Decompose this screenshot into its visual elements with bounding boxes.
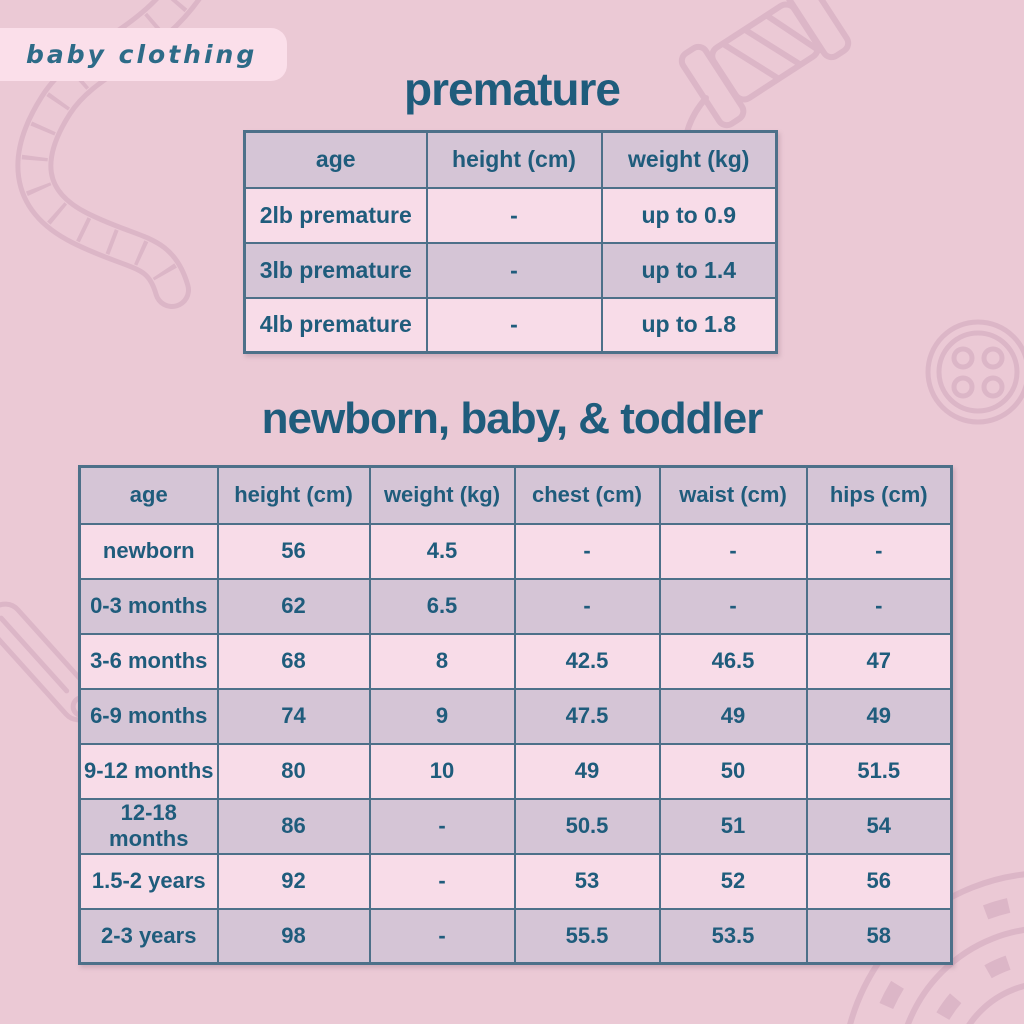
cell-chest: 42.5	[515, 634, 660, 689]
cell-weight: -	[370, 854, 515, 909]
cell-hips: 58	[807, 909, 952, 964]
cell-weight: up to 0.9	[602, 188, 777, 243]
cell-weight: 4.5	[370, 524, 515, 579]
table-row	[80, 799, 952, 854]
cell-chest: 49	[515, 744, 660, 799]
cell-age: 12-18 months	[80, 799, 218, 854]
cell-weight: 8	[370, 634, 515, 689]
cell-age: 2-3 years	[80, 909, 218, 964]
cell-hips: -	[807, 524, 952, 579]
cell-chest: 53	[515, 854, 660, 909]
cell-age: 2lb premature	[245, 188, 427, 243]
table-row	[80, 909, 952, 964]
cell-chest: 55.5	[515, 909, 660, 964]
cell-waist: 50	[660, 744, 807, 799]
cell-height: 92	[218, 854, 370, 909]
table-row	[80, 854, 952, 909]
column-header-chest: chest (cm)	[515, 467, 660, 524]
cell-hips: 47	[807, 634, 952, 689]
cell-age: newborn	[80, 524, 218, 579]
cell-waist: -	[660, 579, 807, 634]
cell-age: 0-3 months	[80, 579, 218, 634]
cell-waist: 46.5	[660, 634, 807, 689]
cell-weight: 6.5	[370, 579, 515, 634]
table-header-row	[245, 132, 777, 188]
category-badge	[0, 28, 287, 81]
cell-hips: 56	[807, 854, 952, 909]
column-header-waist: waist (cm)	[660, 467, 807, 524]
cell-height: 86	[218, 799, 370, 854]
column-header-height: height (cm)	[218, 467, 370, 524]
table-row	[245, 298, 777, 353]
table-row	[245, 188, 777, 243]
cell-chest: -	[515, 524, 660, 579]
cell-weight: up to 1.4	[602, 243, 777, 298]
table-row	[80, 579, 952, 634]
cell-waist: 49	[660, 689, 807, 744]
cell-weight: -	[370, 799, 515, 854]
column-header-hips: hips (cm)	[807, 467, 952, 524]
cell-height: -	[427, 298, 602, 353]
cell-height: 68	[218, 634, 370, 689]
cell-height: 62	[218, 579, 370, 634]
premature-section-title: premature	[404, 63, 620, 115]
column-header-height: height (cm)	[427, 132, 602, 188]
table-row	[80, 634, 952, 689]
cell-chest: -	[515, 579, 660, 634]
cell-weight: -	[370, 909, 515, 964]
cell-hips: 51.5	[807, 744, 952, 799]
size-section-title: newborn, baby, & toddler	[261, 394, 763, 443]
column-header-age: age	[245, 132, 427, 188]
cell-age: 6-9 months	[80, 689, 218, 744]
column-header-weight: weight (kg)	[370, 467, 515, 524]
table-row	[80, 524, 952, 579]
cell-height: 56	[218, 524, 370, 579]
cell-age: 9-12 months	[80, 744, 218, 799]
cell-weight: 10	[370, 744, 515, 799]
cell-height: 80	[218, 744, 370, 799]
cell-age: 4lb premature	[245, 298, 427, 353]
cell-age: 3-6 months	[80, 634, 218, 689]
cell-hips: -	[807, 579, 952, 634]
column-header-weight: weight (kg)	[602, 132, 777, 188]
newborn-baby-toddler-size-table	[78, 465, 953, 965]
cell-waist: 52	[660, 854, 807, 909]
cell-chest: 47.5	[515, 689, 660, 744]
cell-waist: 53.5	[660, 909, 807, 964]
table-row	[245, 243, 777, 298]
cell-age: 1.5-2 years	[80, 854, 218, 909]
cell-height: -	[427, 188, 602, 243]
cell-height: 74	[218, 689, 370, 744]
table-row	[80, 689, 952, 744]
premature-size-table	[243, 130, 778, 354]
cell-chest: 50.5	[515, 799, 660, 854]
cell-waist: -	[660, 524, 807, 579]
column-header-age: age	[80, 467, 218, 524]
cell-waist: 51	[660, 799, 807, 854]
cell-hips: 54	[807, 799, 952, 854]
cell-hips: 49	[807, 689, 952, 744]
cell-age: 3lb premature	[245, 243, 427, 298]
cell-weight: 9	[370, 689, 515, 744]
cell-height: 98	[218, 909, 370, 964]
table-header-row	[80, 467, 952, 524]
cell-height: -	[427, 243, 602, 298]
table-row	[80, 744, 952, 799]
category-badge-label: baby clothing	[26, 40, 258, 69]
cell-weight: up to 1.8	[602, 298, 777, 353]
